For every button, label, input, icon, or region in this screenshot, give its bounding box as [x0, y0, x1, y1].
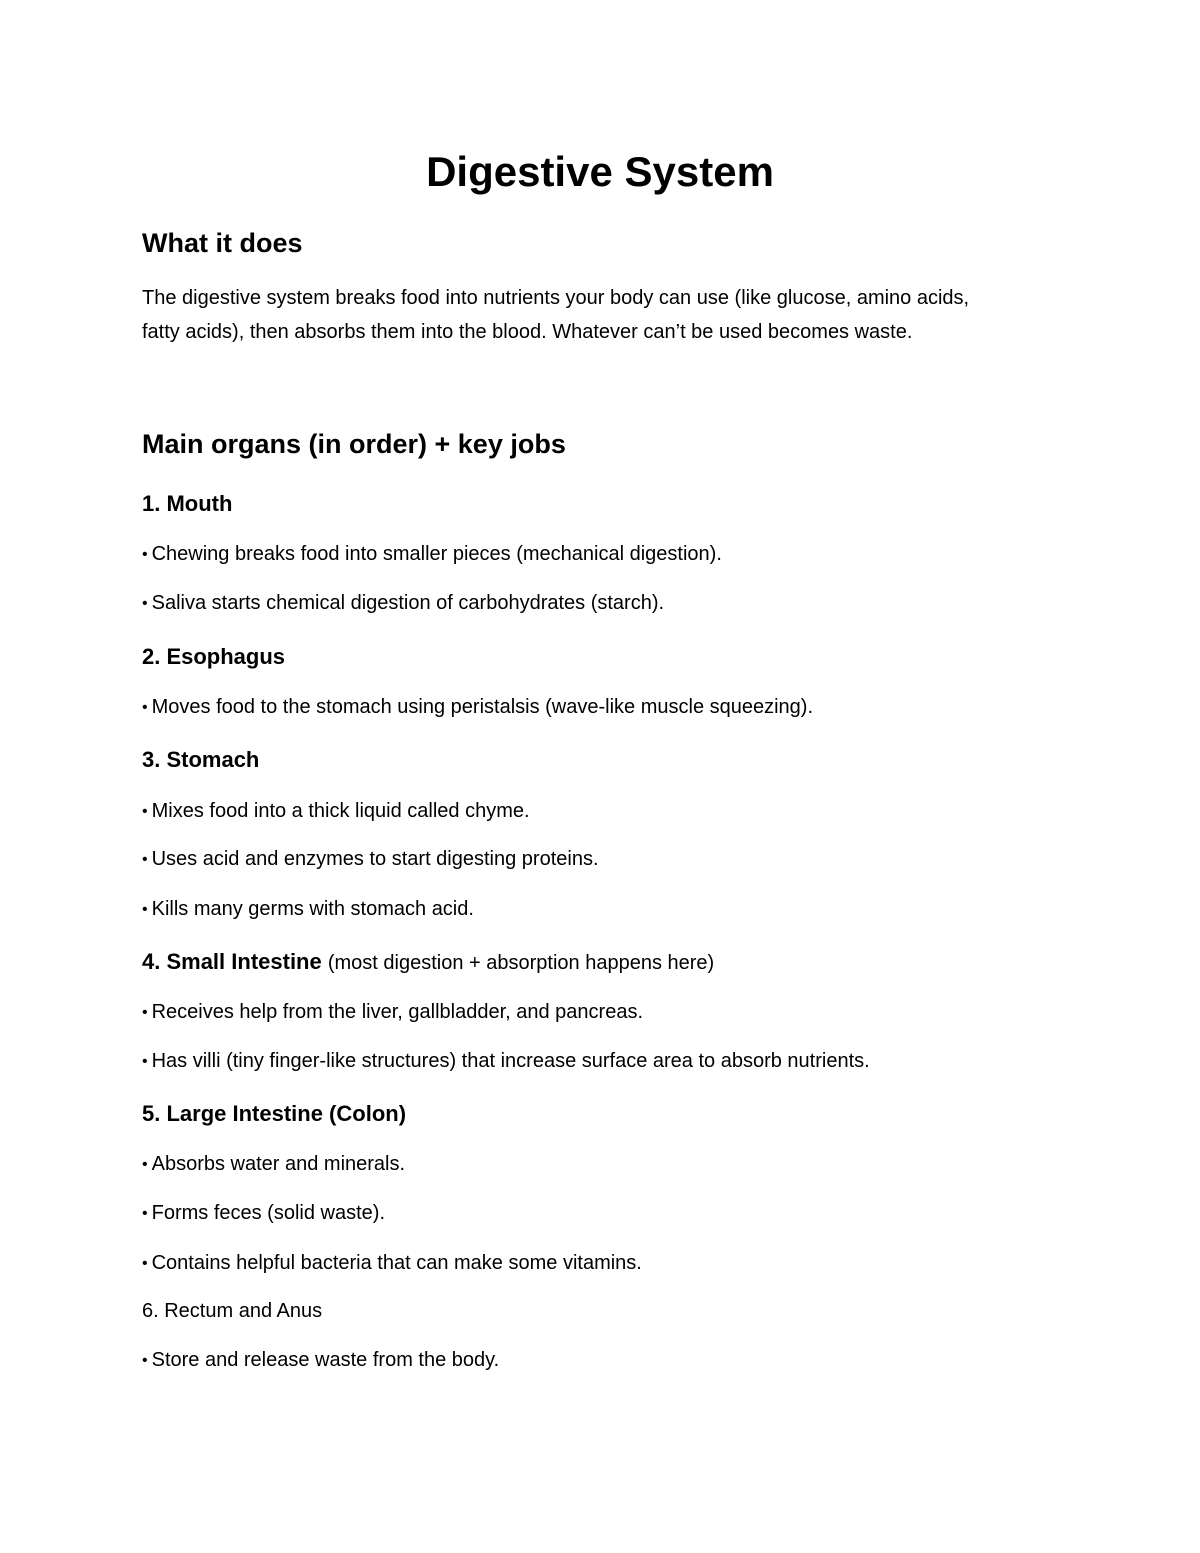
organ-heading-mouth: 1. Mouth — [142, 491, 233, 516]
organ-heading-esophagus: 2. Esophagus — [142, 644, 286, 669]
organ-heading-small-intestine: 4. Small Intestine (most digestion + absorption happens here) — [142, 949, 715, 974]
bullet-icon: • — [142, 1205, 148, 1222]
bullet-icon: • — [142, 901, 148, 918]
bullet-icon: • — [142, 851, 148, 868]
bullet-icon: • — [142, 699, 148, 716]
list-item: • Saliva starts chemical digestion of carbohydrates (starch). — [142, 592, 665, 614]
list-item: • Store and release waste from the body. — [142, 1349, 500, 1371]
bullet-icon: • — [142, 595, 148, 612]
list-item: • Forms feces (solid waste). — [142, 1202, 385, 1224]
intro-paragraph-line-1: The digestive system breaks food into nutrients your body can use (like glucose, amino acids, — [142, 287, 970, 309]
organ-heading-stomach: 3. Stomach — [142, 747, 260, 772]
organ-heading-large-intestine: 5. Large Intestine (Colon) — [142, 1101, 407, 1126]
list-item: • Kills many germs with stomach acid. — [142, 898, 474, 920]
bullet-icon: • — [142, 1156, 148, 1173]
organ-note: (most digestion + absorption happens here) — [327, 952, 715, 974]
list-item: • Receives help from the liver, gallbladder, and pancreas. — [142, 1001, 644, 1023]
list-item: • Has villi (tiny finger-like structures) that increase surface area to absorb nutrients. — [142, 1050, 870, 1072]
bullet-icon: • — [142, 803, 148, 820]
bullet-icon: • — [142, 1004, 148, 1021]
bullet-icon: • — [142, 1053, 148, 1070]
section-heading-main-organs: Main organs (in order) + key jobs — [142, 429, 566, 459]
section-heading-what-it-does: What it does — [142, 228, 303, 258]
document-title: Digestive System — [426, 148, 774, 195]
list-item: • Mixes food into a thick liquid called chyme. — [142, 800, 530, 822]
bullet-icon: • — [142, 1255, 148, 1272]
bullet-icon: • — [142, 1352, 148, 1369]
list-item: • Chewing breaks food into smaller pieces (mechanical digestion). — [142, 543, 722, 565]
organ-heading-rectum-anus: 6. Rectum and Anus — [142, 1300, 323, 1322]
list-item: • Moves food to the stomach using peristalsis (wave-like muscle squeezing). — [142, 696, 814, 718]
intro-paragraph-line-2: fatty acids), then absorbs them into the blood. Whatever can’t be used becomes waste. — [142, 321, 913, 343]
list-item: • Uses acid and enzymes to start digesting proteins. — [142, 848, 599, 870]
bullet-icon: • — [142, 546, 148, 563]
list-item: • Absorbs water and minerals. — [142, 1153, 406, 1175]
list-item: • Contains helpful bacteria that can make some vitamins. — [142, 1252, 642, 1274]
